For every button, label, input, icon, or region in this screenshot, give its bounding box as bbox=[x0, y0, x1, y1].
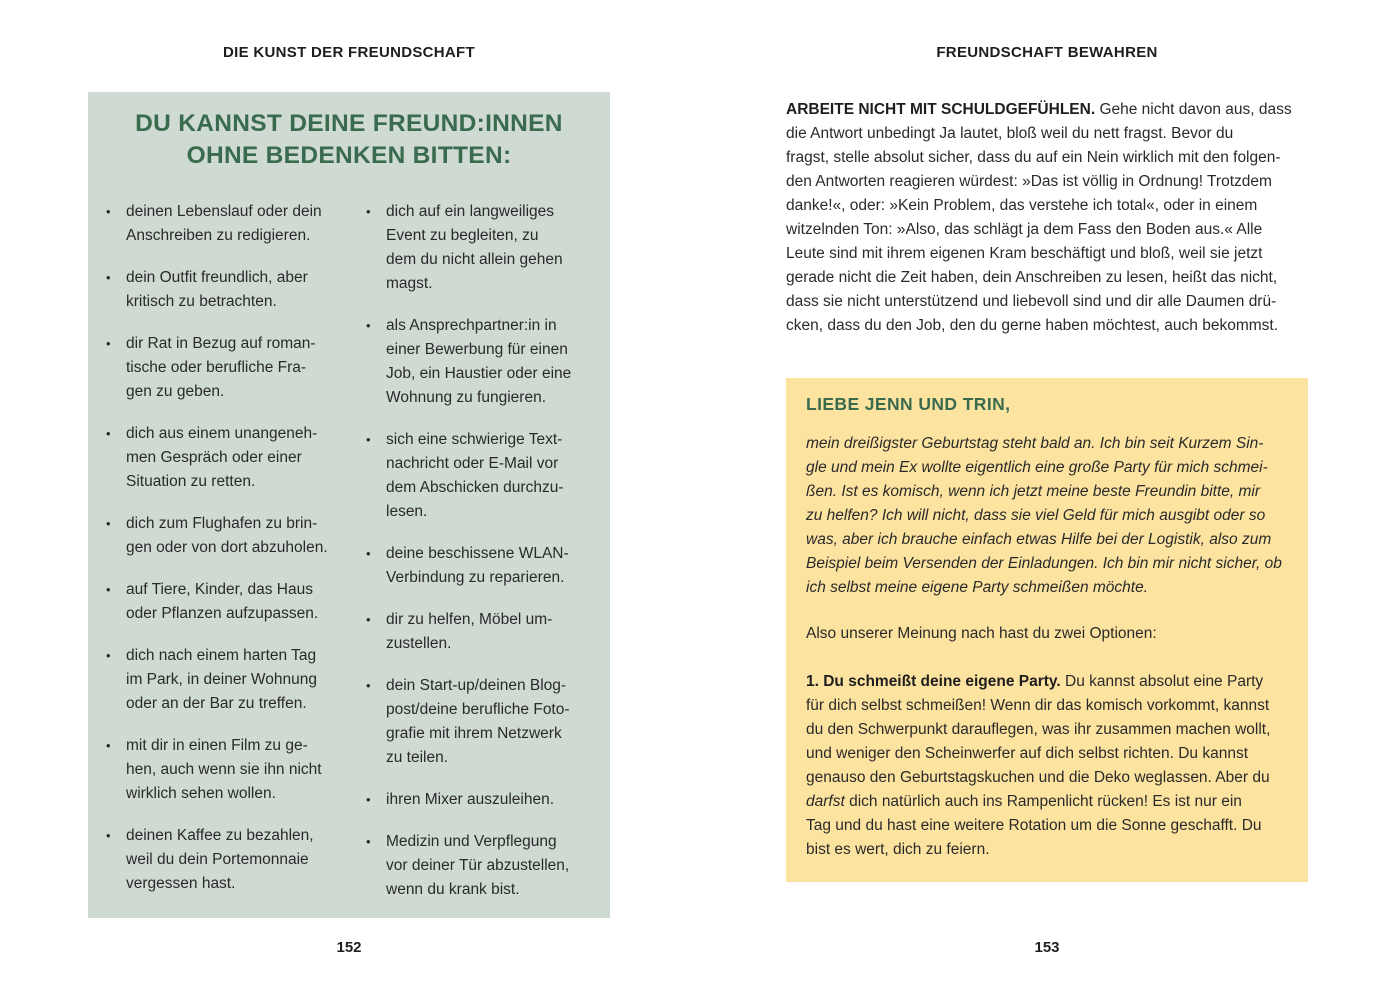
page-number-left: 152 bbox=[336, 939, 362, 956]
options-intro: Also unserer Meinung nach hast du zwei Optionen: bbox=[806, 625, 1157, 642]
letter-text: mein dreißigster Geburtstag steht bald an. Ich bin seit Kurzem Sin- gle und mein Ex wollte eigentlich eine große Party für mich schmei- ßen. Ist es komisch, wenn ich jetzt meine beste Freundin bitte, mir zu helfen? Ich will nicht, dass sie viel Geld für mich ausgibt oder so was, aber ich brauche einfach etwas Hilfe bei der Logistik, also zum Beispiel beim Versenden der Einladungen. Ich bin mir nicht sicher, ob ich selbst meine eigene Party schmeißen möchte. bbox=[806, 435, 1282, 596]
option-one-text-1: Du kannst absolut eine Party für dich selbst schmeißen! Wenn dir das komisch vorkommt, kannst du den Schwerpunkt darauflegen, was ihr zusammen machen wollt, und weniger den Scheinwerfer auf dich selbst richten. Du kannst genauso den Geburtstagskuchen und die Deko weglassen. Aber du bbox=[806, 673, 1271, 786]
list-item: • dein Start-up/deinen Blog- post/deine berufliche Foto- grafie mit ihrem Netzwerk zu teilen. bbox=[366, 674, 596, 770]
paragraph-body: Gehe nicht davon aus, dass die Antwort unbedingt Ja lautet, bloß weil du nett fragst. Bevor du fragst, stelle absolut sicher, dass du auf ein Nein wirklich mit den folgen- den Antworten reagieren würdest: »Das ist völlig in Ordnung! Trotzdem danke!«, oder: »Kein Problem, das verstehe ich total«, oder in einem witzelnden Ton: »Also, das schlägt ja dem Fass den Boden aus.« Alle Leute sind mit ihrem eigenen Kram beschäftigt und bloß, weil sie jetzt gerade nicht die Zeit haben, dein Anschreiben zu lesen, heißt das nicht, dass sie nicht unterstützend und liebevoll sind und dir alle Daumen drü- cken, dass du den Job, den du gerne haben möchtest, auch bekommst. bbox=[786, 101, 1292, 334]
letter-heading: LIEBE JENN UND TRIN, bbox=[806, 394, 1011, 414]
list-item: • dich nach einem harten Tag im Park, in deiner Wohnung oder an der Bar zu treffen. bbox=[106, 644, 338, 716]
body-paragraph bbox=[786, 98, 1310, 338]
option-one bbox=[806, 670, 1296, 862]
list-item: • deinen Lebenslauf oder dein Anschreiben zu redigieren. bbox=[106, 200, 338, 248]
running-head-left: DIE KUNST DER FREUNDSCHAFT bbox=[223, 44, 475, 61]
paragraph-lead: ARBEITE NICHT MIT SCHULDGEFÜHLEN. bbox=[786, 101, 1096, 118]
list-item: • mit dir in einen Film zu ge- hen, auch wenn sie ihn nicht wirklich sehen wollen. bbox=[106, 734, 338, 806]
tips-box bbox=[88, 92, 610, 918]
list-item: • deinen Kaffee zu bezahlen, weil du dein Portemonnaie vergessen hast. bbox=[106, 824, 338, 896]
option-one-text-2: dich natürlich auch ins Rampenlicht rücken! Es ist nur ein Tag und du hast eine weitere Rotation um die Sonne geschafft. Du bist es wert, dich zu feiern. bbox=[806, 793, 1262, 858]
tips-box-title bbox=[108, 108, 590, 172]
tips-box-title-line-1: DU KANNST DEINE FREUND:INNEN bbox=[135, 110, 563, 137]
option-one-emphasis: darfst bbox=[806, 793, 845, 810]
list-item: • als Ansprechpartner:in in einer Bewerbung für einen Job, ein Haustier oder eine Wohnung zu fungieren. bbox=[366, 314, 596, 410]
list-item: • dir zu helfen, Möbel um- zustellen. bbox=[366, 608, 596, 656]
list-item: • dich auf ein langweiliges Event zu begleiten, zu dem du nicht allein gehen magst. bbox=[366, 200, 596, 296]
list-item: • dein Outfit freundlich, aber kritisch zu betrachten. bbox=[106, 266, 338, 314]
tips-list-left bbox=[106, 200, 338, 914]
tips-list-right bbox=[366, 200, 596, 920]
list-item: • dich aus einem unangeneh- men Gespräch oder einer Situation zu retten. bbox=[106, 422, 338, 494]
letter-box bbox=[786, 378, 1308, 882]
running-head-right: FREUNDSCHAFT BEWAHREN bbox=[936, 44, 1158, 61]
list-item: • sich eine schwierige Text- nachricht oder E-Mail vor dem Abschicken durchzu- lesen. bbox=[366, 428, 596, 524]
list-item: • Medizin und Verpflegung vor deiner Tür abzustellen, wenn du krank bist. bbox=[366, 830, 596, 902]
list-item: • dir Rat in Bezug auf roman- tische oder berufliche Fra- gen zu geben. bbox=[106, 332, 338, 404]
list-item: • auf Tiere, Kinder, das Haus oder Pflanzen aufzupassen. bbox=[106, 578, 338, 626]
list-item: • dich zum Flughafen zu brin- gen oder von dort abzuholen. bbox=[106, 512, 338, 560]
page-number-right: 153 bbox=[1034, 939, 1060, 956]
tips-box-title-line-2: OHNE BEDENKEN BITTEN: bbox=[186, 142, 512, 169]
list-item: • ihren Mixer auszuleihen. bbox=[366, 788, 596, 812]
list-item: • deine beschissene WLAN- Verbindung zu reparieren. bbox=[366, 542, 596, 590]
option-one-lead: 1. Du schmeißt deine eigene Party. bbox=[806, 673, 1061, 690]
